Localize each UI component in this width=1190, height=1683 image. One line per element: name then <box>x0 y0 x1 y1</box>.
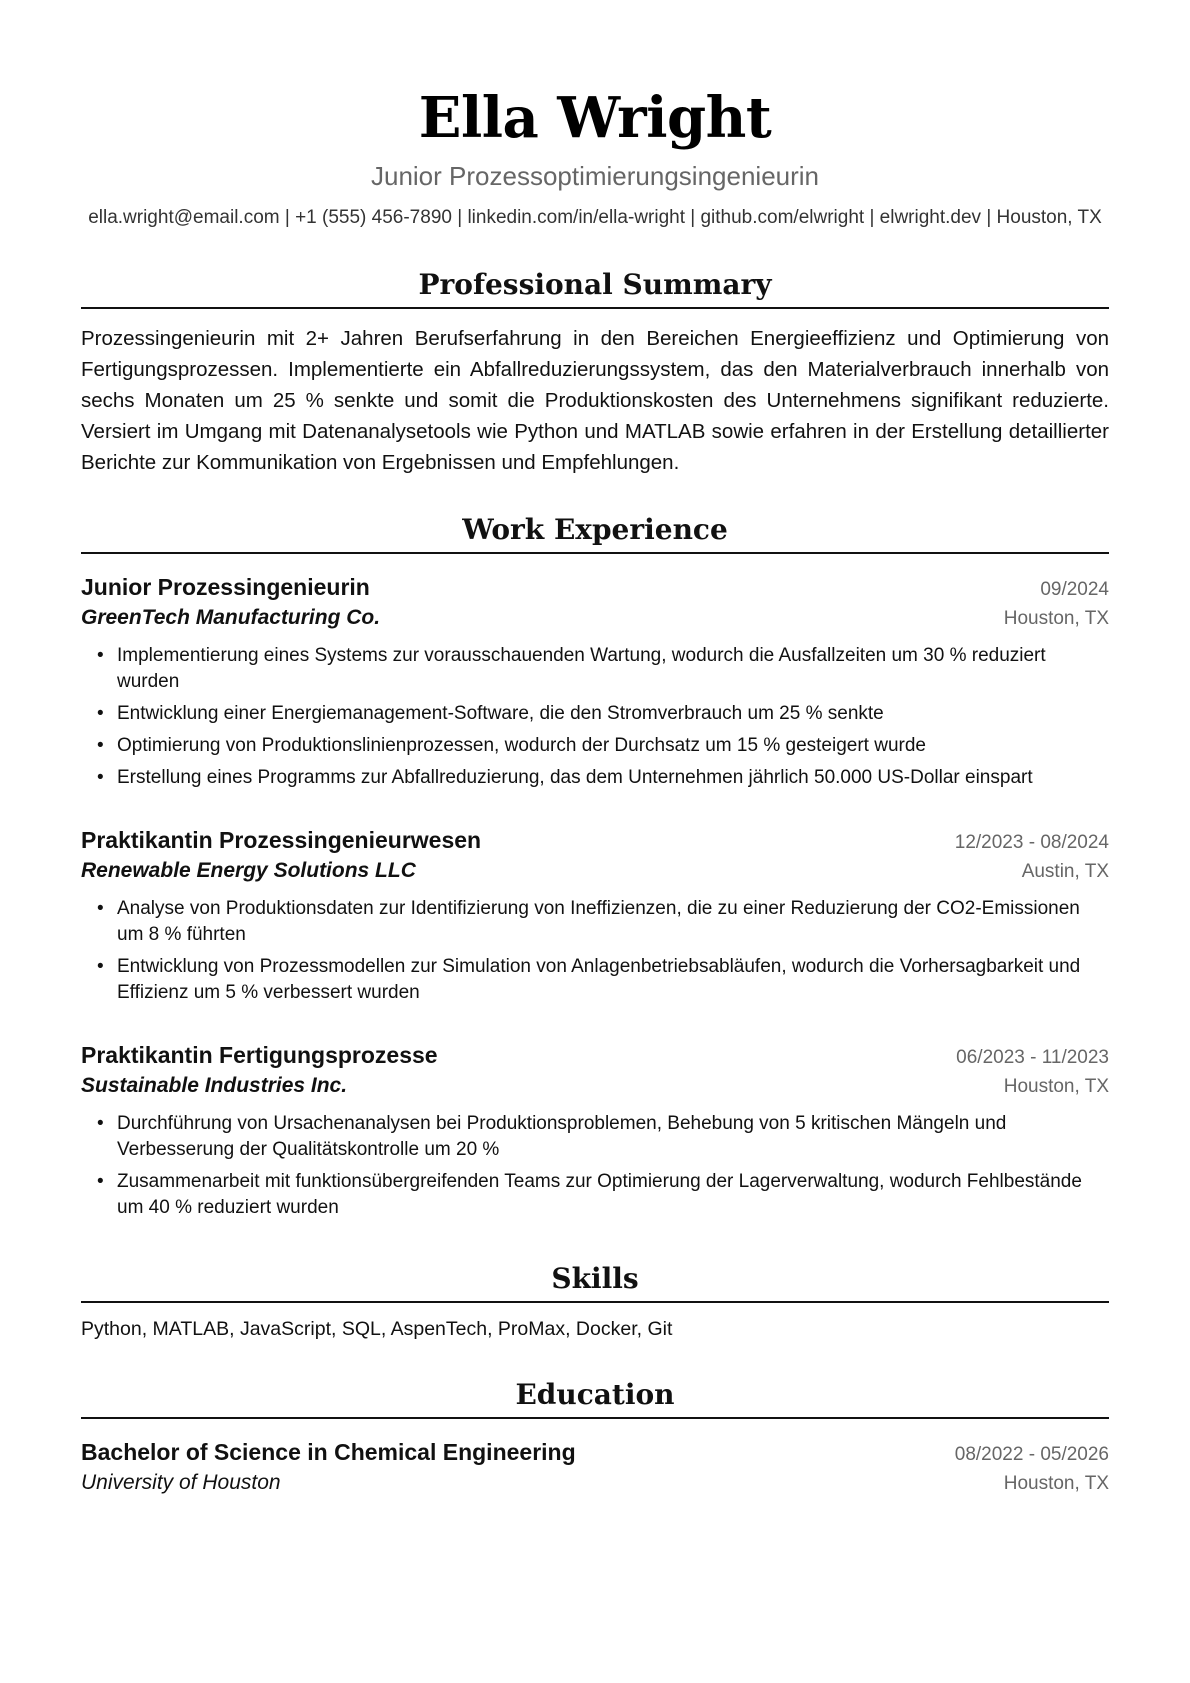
candidate-title: Junior Prozessoptimierungsingenieurin <box>370 161 820 191</box>
skills-section <box>81 1261 1109 1343</box>
job-entry <box>81 825 1109 1006</box>
bullet-item: • Durchführung von Ursachenanalysen bei Produktionsproblemen, Behebung von 5 kritischen Mängeln und Verbesserung der Qualitätskontrolle um 20 % <box>117 1111 1109 1163</box>
job-bullets <box>81 643 1109 791</box>
degree: Bachelor of Science in Chemical Engineering <box>81 1439 576 1465</box>
education-date: 08/2022 - 05/2026 <box>954 1444 1109 1465</box>
bullet-item: • Erstellung eines Programms zur Abfallreduzierung, das dem Unternehmen jährlich 50.000 US-Dollar einspart <box>117 765 1109 791</box>
bullet-item: • Entwicklung von Prozessmodellen zur Simulation von Anlagenbetriebsabläufen, wodurch die Vorhersagbarkeit und Effizienz um 5 % verbessert wurden <box>117 954 1109 1006</box>
education-entry <box>81 1437 1109 1498</box>
bullet-item: • Zusammenarbeit mit funktionsübergreifenden Teams zur Optimierung der Lagerverwaltung, wodurch Fehlbestände um 40 % reduziert wurden <box>117 1169 1109 1221</box>
skills-heading: Skills <box>81 1261 1109 1303</box>
job-date: 06/2023 - 11/2023 <box>956 1047 1109 1068</box>
job-company: Sustainable Industries Inc. <box>81 1074 348 1097</box>
job-bullets <box>81 896 1109 1006</box>
education-heading: Education <box>81 1377 1109 1419</box>
summary-heading: Professional Summary <box>81 267 1109 309</box>
job-entry <box>81 572 1109 791</box>
summary-section <box>81 267 1109 478</box>
experience-section <box>81 512 1109 1221</box>
job-location: Houston, TX <box>1003 608 1109 629</box>
job-entry <box>81 1040 1109 1221</box>
job-location: Houston, TX <box>1003 1076 1109 1097</box>
education-section <box>81 1377 1109 1498</box>
institution: University of Houston <box>81 1471 281 1494</box>
job-bullets <box>81 1111 1109 1221</box>
job-date: 09/2024 <box>1040 579 1109 600</box>
bullet-item: • Implementierung eines Systems zur vorausschauenden Wartung, wodurch die Ausfallzeiten um 30 % reduziert wurden <box>117 643 1109 695</box>
bullet-item: • Optimierung von Produktionslinienprozessen, wodurch der Durchsatz um 15 % gesteigert wurde <box>117 733 1109 759</box>
experience-heading: Work Experience <box>81 512 1109 554</box>
job-role: Praktikantin Fertigungsprozesse <box>81 1042 438 1068</box>
job-company: GreenTech Manufacturing Co. <box>81 606 381 629</box>
bullet-item: • Entwicklung einer Energiemanagement-Software, die den Stromverbrauch um 25 % senkte <box>117 701 1109 727</box>
bullet-item: • Analyse von Produktionsdaten zur Identifizierung von Ineffizienzen, die zu einer Reduzierung der CO2-Emissionen um 8 % führten <box>117 896 1109 948</box>
job-role: Praktikantin Prozessingenieurwesen <box>81 827 482 853</box>
job-role: Junior Prozessingenieurin <box>81 574 370 600</box>
candidate-name: Ella Wright <box>418 85 772 151</box>
job-date: 12/2023 - 08/2024 <box>954 832 1109 853</box>
job-location: Austin, TX <box>1021 861 1109 882</box>
contact-line: ella.wright@email.com | +1 (555) 456-7890 | linkedin.com/in/ella-wright | github.com/elwright | elwright.dev | Houston, TX <box>88 207 1102 228</box>
education-location: Houston, TX <box>1003 1473 1109 1494</box>
resume-header <box>81 0 1109 229</box>
skills-list: Python, MATLAB, JavaScript, SQL, AspenTech, ProMax, Docker, Git <box>81 1318 673 1340</box>
summary-text: Prozessingenieurin mit 2+ Jahren Berufserfahrung in den Bereichen Energieeffizienz und Optimierung von Fertigungsprozessen. Implementierte ein Abfallreduzierungssystem, das den Materialverbrauch innerhalb von sechs Monaten um 25 % senkte und somit die Produktionskosten des Unternehmens signifikant reduzierte. Versiert im Umgang mit Datenanalysetools wie Python und MATLAB sowie erfahren in der Erstellung detaillierter Berichte zur Kommunikation von Ergebnissen und Empfehlungen. <box>81 327 1109 474</box>
job-company: Renewable Energy Solutions LLC <box>81 859 416 882</box>
